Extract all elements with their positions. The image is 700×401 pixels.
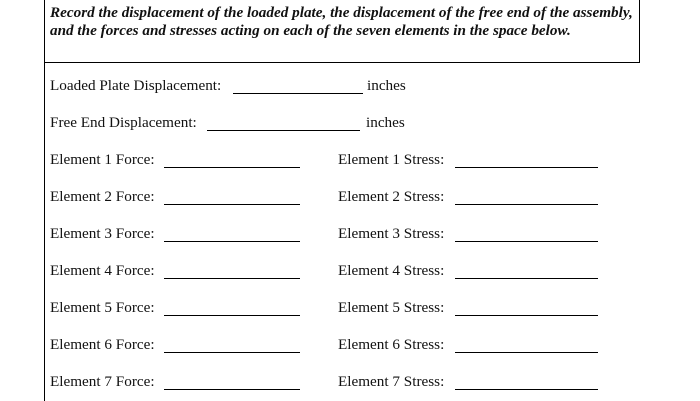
element-1-stress-blank[interactable] <box>455 167 598 168</box>
element-7-force-label: Element 7 Force: <box>50 373 155 390</box>
element-2-force-blank[interactable] <box>164 204 300 205</box>
element-4-stress-label: Element 4 Stress: <box>338 262 445 279</box>
instructions-text: Record the displacement of the loaded plate, the displacement of the free end of the assembly, and the forces and stresses acting on each of the seven elements in the space below. <box>50 4 633 39</box>
element-4-force-label: Element 4 Force: <box>50 262 155 279</box>
element-6-stress-label: Element 6 Stress: <box>338 336 445 353</box>
element-6-force-blank[interactable] <box>164 352 300 353</box>
element-5-stress-blank[interactable] <box>455 315 598 316</box>
loaded-plate-displacement-unit: inches <box>367 77 406 94</box>
element-1-force-label: Element 1 Force: <box>50 151 155 168</box>
frame-bottom-border <box>44 62 640 63</box>
element-3-stress-blank[interactable] <box>455 241 598 242</box>
element-6-force-label: Element 6 Force: <box>50 336 155 353</box>
element-6-stress-blank[interactable] <box>455 352 598 353</box>
element-5-stress-label: Element 5 Stress: <box>338 299 445 316</box>
element-4-stress-blank[interactable] <box>455 278 598 279</box>
loaded-plate-displacement-blank[interactable] <box>233 93 363 94</box>
element-1-force-blank[interactable] <box>164 167 300 168</box>
free-end-displacement-blank[interactable] <box>207 130 360 131</box>
element-5-force-label: Element 5 Force: <box>50 299 155 316</box>
element-2-stress-blank[interactable] <box>455 204 598 205</box>
element-7-stress-label: Element 7 Stress: <box>338 373 445 390</box>
element-3-force-blank[interactable] <box>164 241 300 242</box>
element-2-stress-label: Element 2 Stress: <box>338 188 445 205</box>
element-3-stress-label: Element 3 Stress: <box>338 225 445 242</box>
free-end-displacement-unit: inches <box>366 114 405 131</box>
element-7-stress-blank[interactable] <box>455 389 598 390</box>
element-7-force-blank[interactable] <box>164 389 300 390</box>
free-end-displacement-label: Free End Displacement: <box>50 114 197 131</box>
frame-right-border <box>639 0 640 62</box>
element-2-force-label: Element 2 Force: <box>50 188 155 205</box>
element-5-force-blank[interactable] <box>164 315 300 316</box>
frame-left-border <box>44 0 45 401</box>
loaded-plate-displacement-label: Loaded Plate Displacement: <box>50 77 222 94</box>
element-3-force-label: Element 3 Force: <box>50 225 155 242</box>
element-4-force-blank[interactable] <box>164 278 300 279</box>
element-1-stress-label: Element 1 Stress: <box>338 151 445 168</box>
